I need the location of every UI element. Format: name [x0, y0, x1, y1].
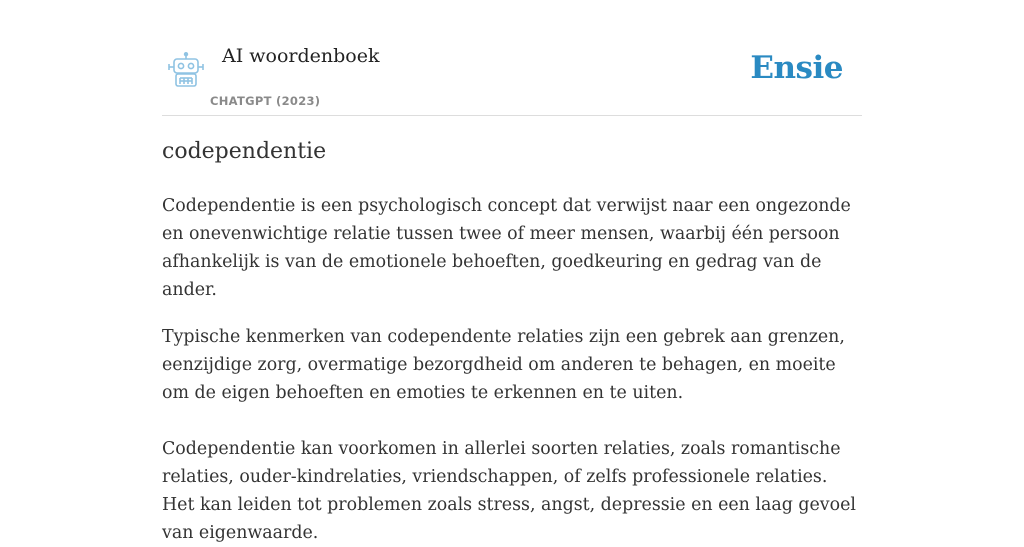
source-subtitle: CHATGPT (2023)	[210, 94, 321, 108]
robot-icon	[166, 52, 206, 88]
source-header	[162, 0, 862, 116]
entry-headword: codependentie	[162, 139, 327, 164]
ensie-logo[interactable]: Ensie	[750, 50, 843, 86]
entry-paragraph: Typische kenmerken van codependente relaties zijn een gebrek aan grenzen, eenzijdige zorg, overmatige bezorgdheid om anderen te behagen, en moeite om de eigen behoeften en emoties te erkennen en te uiten.	[162, 327, 845, 403]
entry-body	[162, 192, 862, 547]
entry-paragraph: Codependentie kan voorkomen in allerlei soorten relaties, zoals romantische relaties, ouder-kindrelaties, vriendschappen, of zelfs professionele relaties. Het kan leiden tot problemen zoals stress, angst, depressie en een laag gevoel van eigenwaarde.	[162, 439, 856, 543]
source-title[interactable]: AI woordenboek	[222, 45, 380, 67]
entry-paragraph: Codependentie is een psychologisch concept dat verwijst naar een ongezonde en onevenwichtige relatie tussen twee of meer mensen, waarbij één persoon afhankelijk is van de emotionele behoeften, goedkeuring en gedrag van de ander.	[162, 196, 851, 300]
page	[162, 0, 862, 543]
